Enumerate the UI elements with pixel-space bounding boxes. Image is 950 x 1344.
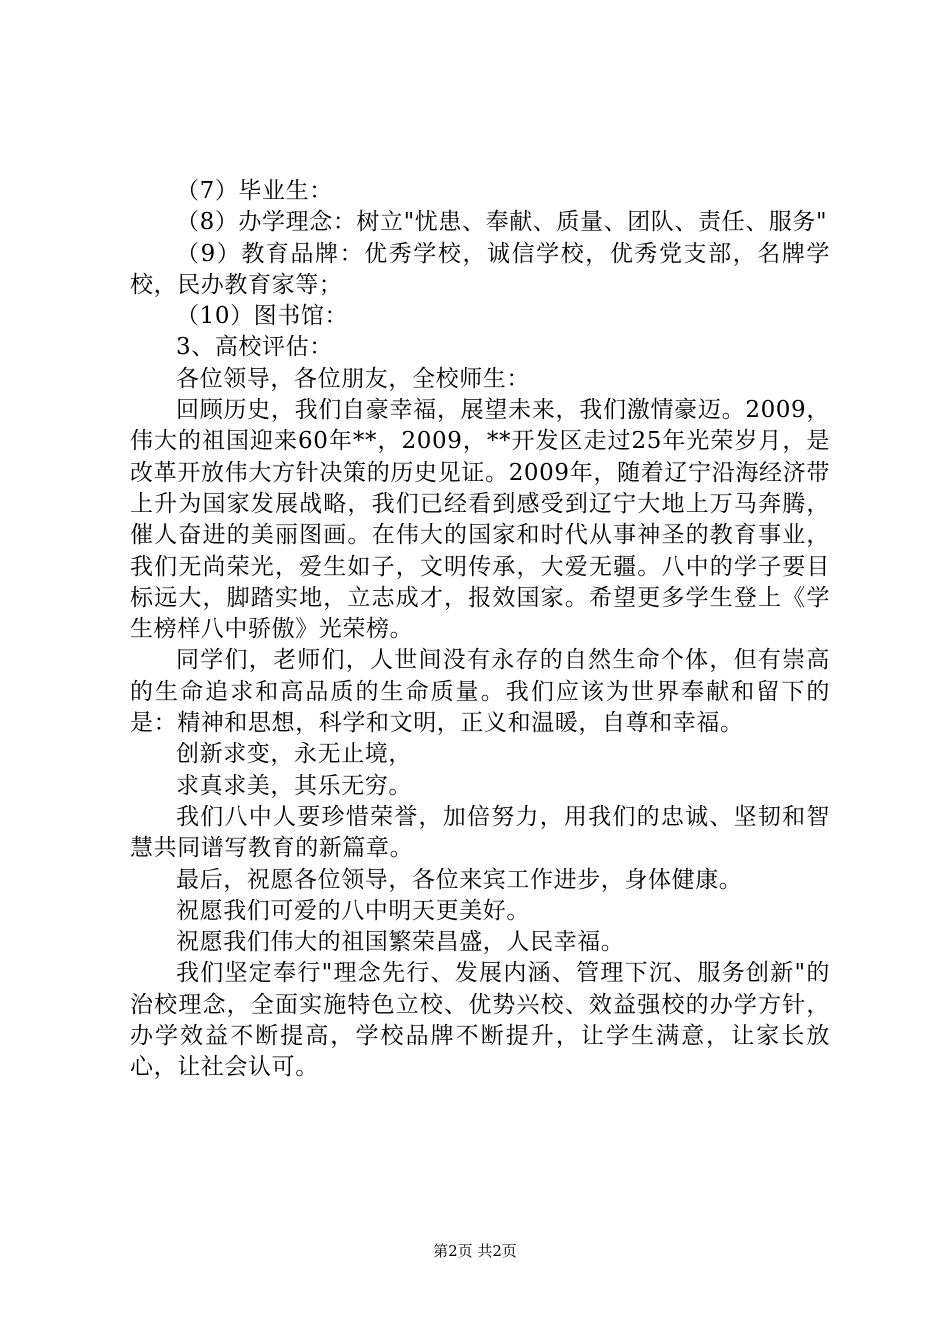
salutation: 各位领导，各位朋友，全校师生：: [176, 365, 530, 392]
paragraph: 求真求美，其乐无穷。: [176, 772, 412, 799]
paragraph: 祝愿我们伟大的祖国繁荣昌盛，人民幸福。: [176, 929, 625, 956]
paragraph: （9）教育品牌：优秀学校，诚信学校，优秀党支部，名牌学校，民办教育家等；: [130, 240, 830, 298]
paragraph: 我们八中人要珍惜荣誉，加倍努力，用我们的忠诚、坚韧和智慧共同谱写教育的新篇章。: [130, 803, 830, 862]
section-heading: 3、高校评估：: [176, 334, 333, 361]
paragraph: （10）图书馆：: [176, 303, 349, 330]
paragraph: （8）办学理念：树立"忧患、奉献、质量、团队、责任、服务": [176, 209, 828, 236]
paragraph: 我们坚定奉行"理念先行、发展内涵、管理下沉、服务创新"的治校理念，全面实施特色立校、优势兴校、效益强校的办学方针，办学效益不断提高，学校品牌不断提升，让学生满意，让家长放心，让社会认可。: [130, 960, 830, 1081]
paragraph: 最后，祝愿各位领导，各位来宾工作进步，身体健康。: [176, 866, 743, 893]
paragraph: 创新求变，永无止境，: [176, 741, 412, 768]
page-footer: 第2页 共2页: [433, 1242, 517, 1260]
paragraph: 回顾历史，我们自豪幸福，展望未来，我们激情豪迈。2009，伟大的祖国迎来60年**，2009，**开发区走过25年光荣岁月，是改革开放伟大方针决策的历史见证。2009年，随着辽宁沿海经济带上升为国家发展战略，我们已经看到感受到辽宁大地上万马奔腾，催人奋进的美丽图画。在伟大的国家和时代从事神圣的教育事业，我们无尚荣光，爱生如子，文明传承，大爱无疆。八中的学子要目标远大，脚踏实地，立志成才，报效国家。希望更多学生登上《学生榜样八中骄傲》光荣榜。: [130, 397, 830, 643]
document-body: [130, 176, 830, 1084]
paragraph: 同学们，老师们，人世间没有永存的自然生命个体，但有崇高的生命追求和高品质的生命质量。我们应该为世界奉献和留下的是：精神和思想，科学和文明，正义和温暖，自尊和幸福。: [130, 647, 830, 737]
paragraph: 祝愿我们可爱的八中明天更美好。: [176, 897, 530, 924]
paragraph: （7）毕业生：: [176, 178, 333, 204]
